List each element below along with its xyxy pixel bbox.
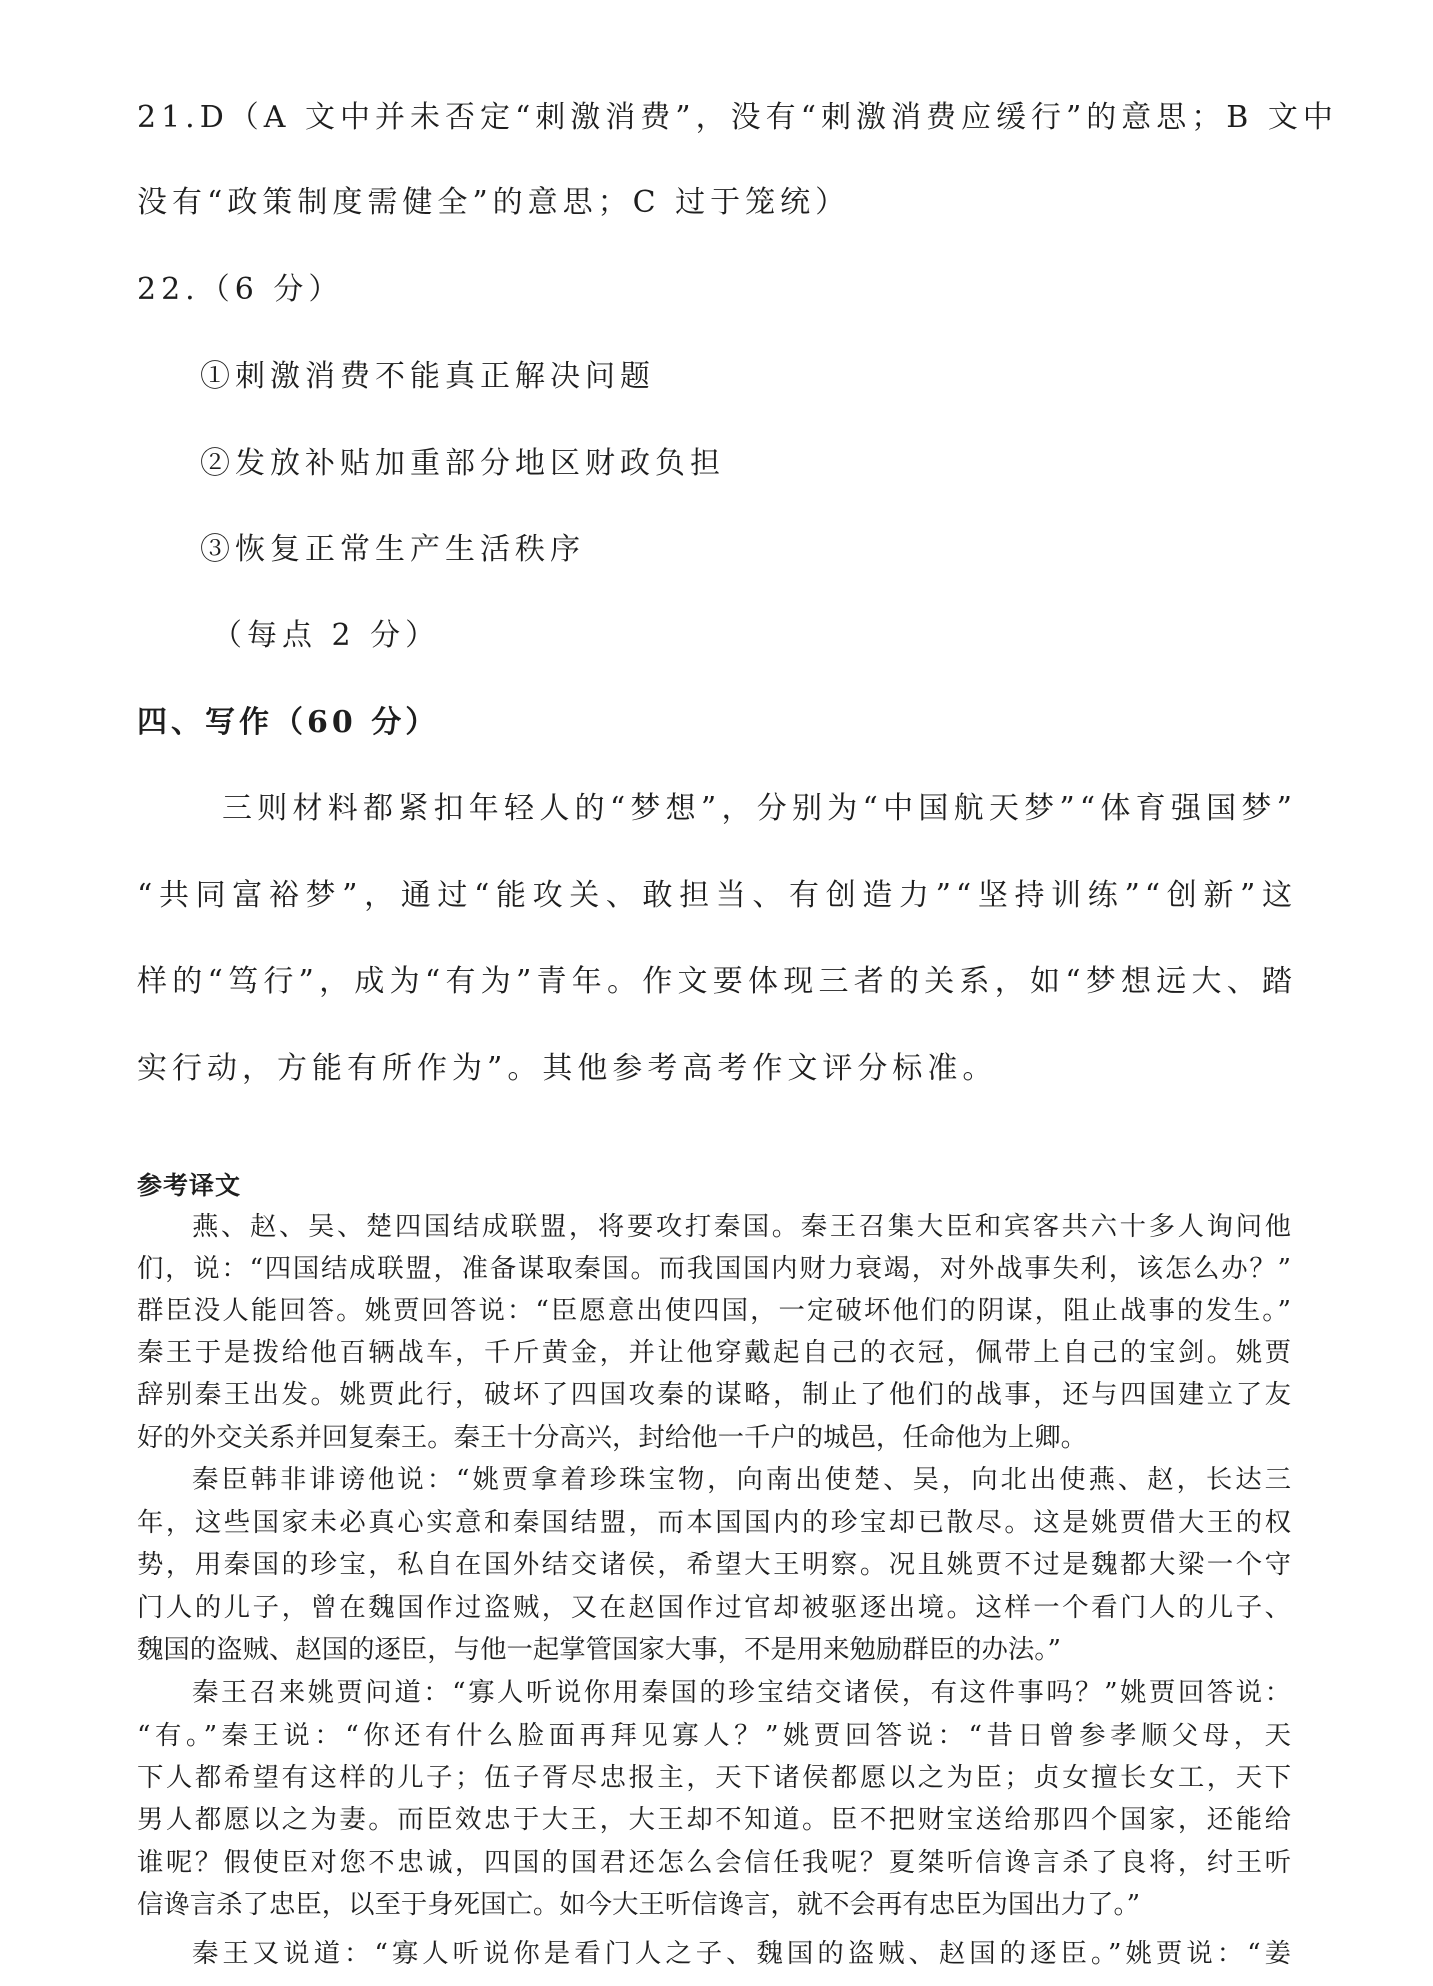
writing-line: 样的“笃行”，成为“有为”青年。作文要体现三者的关系，如“梦想远大、踏 bbox=[137, 964, 1297, 999]
q22-point-2: ②发放补贴加重部分地区财政负担 bbox=[200, 446, 725, 481]
writing-line: “共同富裕梦”，通过“能攻关、敢担当、有创造力”“坚持训练”“创新”这 bbox=[137, 878, 1297, 913]
translation-line: 们，说：“四国结成联盟，准备谋取秦国。而我国国内财力衰竭，对外战事失利，该怎么办？” bbox=[137, 1253, 1291, 1284]
translation-line: 门人的儿子，曾在魏国作过盗贼，又在赵国作过官却被驱逐出境。这样一个看门人的儿子、 bbox=[137, 1592, 1291, 1623]
translation-line: 下人都希望有这样的儿子；伍子胥尽忠报主，天下诸侯都愿以之为臣；贞女擅长女工，天下 bbox=[137, 1762, 1291, 1793]
translation-line: 秦王于是拨给他百辆战车，千斤黄金，并让他穿戴起自己的衣冠，佩带上自己的宝剑。姚贾 bbox=[137, 1337, 1291, 1368]
translation-line: 魏国的盗贼、赵国的逐臣，与他一起掌管国家大事，不是用来勉励群臣的办法。” bbox=[137, 1634, 1061, 1665]
q21-answer-line-2: 没有“政策制度需健全”的意思；C 过于笼统） bbox=[137, 185, 851, 220]
writing-line: 实行动，方能有所作为”。其他参考高考作文评分标准。 bbox=[137, 1051, 998, 1086]
translation-line: 势，用秦国的珍宝，私自在国外结交诸侯，希望大王明察。况且姚贾不过是魏都大梁一个守 bbox=[137, 1549, 1291, 1580]
q22-header: 22.（6 分） bbox=[137, 272, 344, 307]
q22-point-3: ③恢复正常生产生活秩序 bbox=[200, 532, 585, 567]
writing-heading: 四、写作（60 分） bbox=[137, 705, 440, 740]
translation-line: 信谗言杀了忠臣，以至于身死国亡。如今大王听信谗言，就不会再有忠臣为国出力了。” bbox=[137, 1889, 1141, 1920]
translation-line: 秦王又说道：“寡人听说你是看门人之子、魏国的盗贼、赵国的逐臣。”姚贾说：“姜 bbox=[192, 1938, 1291, 1969]
translation-line: 好的外交关系并回复秦王。秦王十分高兴，封给他一千户的城邑，任命他为上卿。 bbox=[137, 1422, 1088, 1453]
reference-translation-title: 参考译文 bbox=[137, 1171, 242, 1200]
translation-line: 辞别秦王出发。姚贾此行，破坏了四国攻秦的谋略，制止了他们的战事，还与四国建立了友 bbox=[137, 1379, 1291, 1410]
translation-line: 群臣没人能回答。姚贾回答说：“臣愿意出使四国，一定破坏他们的阴谋，阻止战事的发生。” bbox=[137, 1295, 1291, 1326]
translation-line: 秦臣韩非诽谤他说：“姚贾拿着珍珠宝物，向南出使楚、吴，向北出使燕、赵，长达三 bbox=[192, 1464, 1291, 1495]
translation-line: 年，这些国家未必真心实意和秦国结盟，而本国国内的珍宝却已散尽。这是姚贾借大王的权 bbox=[137, 1507, 1291, 1538]
translation-line: 男人都愿以之为妻。而臣效忠于大王，大王却不知道。臣不把财宝送给那四个国家，还能给 bbox=[137, 1804, 1291, 1835]
q21-answer-line-1: 21.D（A 文中并未否定“刺激消费”，没有“刺激消费应缓行”的意思；B 文中 bbox=[137, 100, 1338, 135]
translation-line: “有。”秦王说：“你还有什么脸面再拜见寡人？”姚贾回答说：“昔日曾参孝顺父母，天 bbox=[137, 1720, 1291, 1751]
translation-line: 燕、赵、吴、楚四国结成联盟，将要攻打秦国。秦王召集大臣和宾客共六十多人询问他 bbox=[192, 1211, 1291, 1242]
translation-line: 秦王召来姚贾问道：“寡人听说你用秦国的珍宝结交诸侯，有这件事吗？”姚贾回答说： bbox=[192, 1677, 1291, 1708]
writing-line: 三则材料都紧扣年轻人的“梦想”，分别为“中国航天梦”“体育强国梦” bbox=[222, 791, 1297, 826]
q22-scoring-note: （每点 2 分） bbox=[212, 618, 441, 653]
q22-point-1: ①刺激消费不能真正解决问题 bbox=[200, 359, 655, 394]
translation-line: 谁呢？假使臣对您不忠诚，四国的国君还怎么会信任我呢？夏桀听信谗言杀了良将，纣王听 bbox=[137, 1847, 1291, 1878]
